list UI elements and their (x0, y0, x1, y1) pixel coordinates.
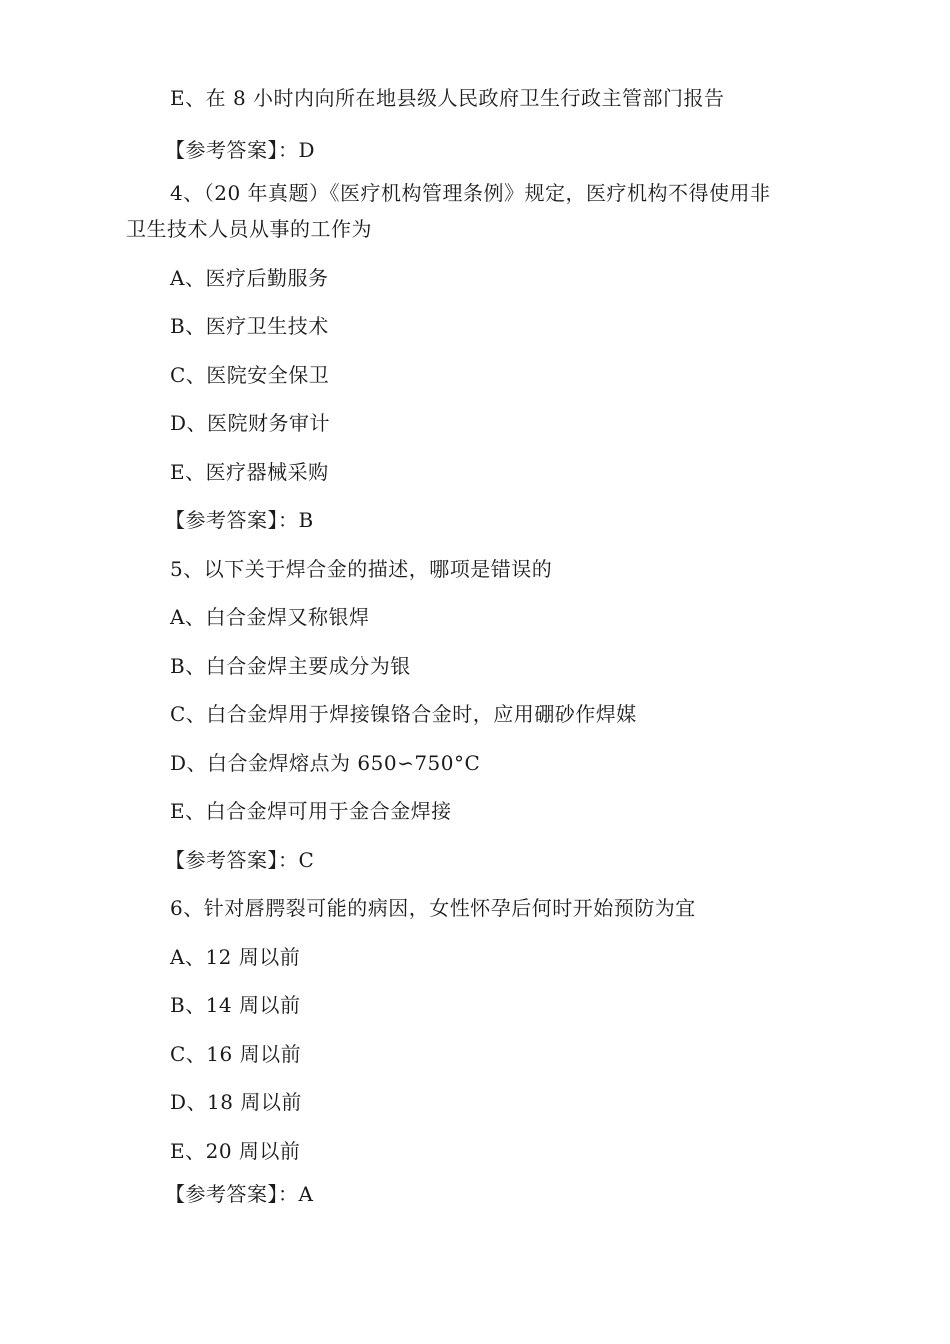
q6-answer: 【参考答案】：A (165, 1182, 314, 1206)
q5-option-e: E、白合金焊可用于金合金焊接 (170, 799, 452, 823)
q6-option-d: D、18 周以前 (170, 1090, 302, 1114)
q4-option-d: D、医院财务审计 (170, 411, 331, 435)
q6-option-b: B、14 周以前 (170, 993, 301, 1017)
q6-stem: 6、针对唇腭裂可能的病因，女性怀孕后何时开始预防为宜 (170, 896, 696, 920)
q5-option-b: B、白合金焊主要成分为银 (170, 654, 411, 678)
q5-option-c: C、白合金焊用于焊接镍铬合金时，应用硼砂作焊媒 (170, 702, 637, 726)
q6-option-e: E、20 周以前 (170, 1139, 301, 1163)
q4-stem: 4、（20 年真题）《医疗机构管理条例》规定，医疗机构不得使用非 (170, 181, 771, 205)
q5-answer: 【参考答案】：C (165, 848, 315, 872)
q5-option-d: D、白合金焊熔点为 650∽750°C (170, 751, 481, 775)
q4-option-c: C、医院安全保卫 (170, 363, 330, 387)
q6-option-a: A、12 周以前 (170, 945, 301, 969)
q4-option-b: B、医疗卫生技术 (170, 314, 329, 338)
q4-option-a: A、医疗后勤服务 (170, 266, 329, 290)
q3-answer: 【参考答案】：D (165, 138, 316, 162)
q5-stem: 5、以下关于焊合金的描述，哪项是错误的 (170, 557, 553, 581)
q3-option-e: E、在 8 小时内向所在地县级人民政府卫生行政主管部门报告 (170, 86, 725, 110)
q4-stem-continued: 卫生技术人员从事的工作为 (126, 217, 372, 241)
q6-option-c: C、16 周以前 (170, 1042, 302, 1066)
q4-option-e: E、医疗器械采购 (170, 460, 329, 484)
q5-option-a: A、白合金焊又称银焊 (170, 605, 370, 629)
q4-answer: 【参考答案】：B (165, 508, 314, 532)
